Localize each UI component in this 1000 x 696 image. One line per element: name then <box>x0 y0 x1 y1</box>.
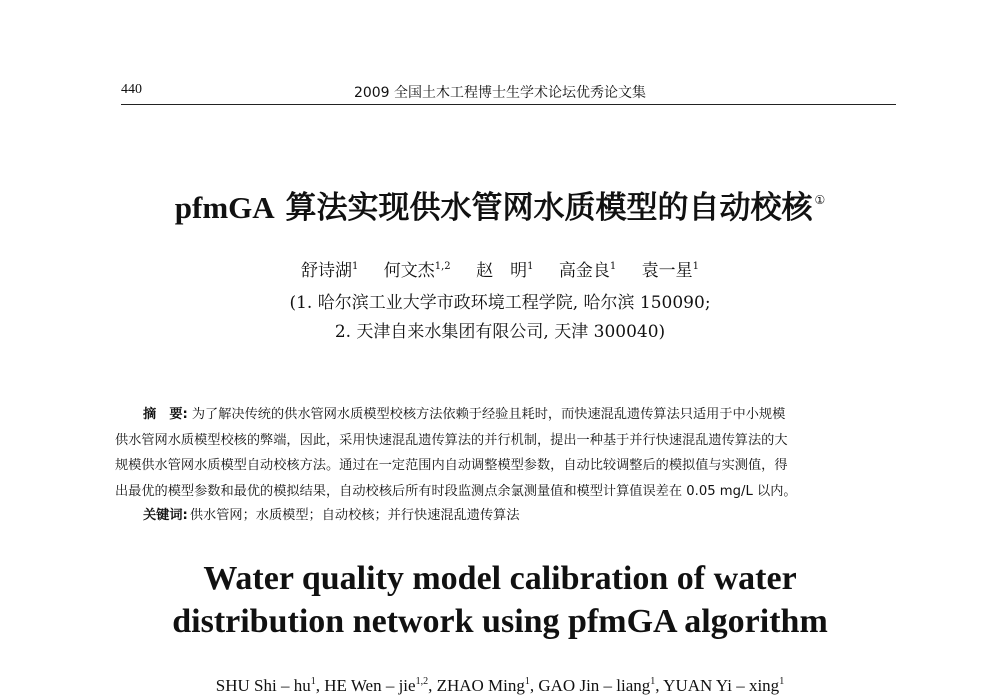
author-cn <box>476 261 533 281</box>
author-affil-mark: 1,2 <box>434 261 451 272</box>
author-en <box>324 676 428 695</box>
paper-title-en-line-2: distribution network using pfmGA algorithm <box>172 603 828 640</box>
abstract-line: 规模供水管网水质模型自动校核方法。通过在一定范围内自动调整模型参数，自动比较调整后的模拟值与实测值，得 <box>115 458 788 473</box>
paper-title-cn <box>0 182 1000 227</box>
title-footnote-mark: ① <box>814 193 826 207</box>
author-affil-mark: 1 <box>779 676 785 687</box>
author-affil-mark: 1 <box>692 261 700 272</box>
author-name: 袁一星 <box>641 261 693 281</box>
authors-cn <box>0 256 1000 281</box>
author-affil-mark: 1 <box>650 676 656 687</box>
author-affil-mark: 1,2 <box>415 676 429 687</box>
author-cn <box>559 261 616 281</box>
header-rule <box>121 104 896 105</box>
author-name: 高金良 <box>558 261 610 281</box>
authors-en: SHU Shi – $hu^1$, HE Wen – jie$^{1,2}$, ZHAO Ming$^1$, GAO Jin – liang$^1$, YUAN Yi – xing$^1$ <box>215 676 785 695</box>
page-number: 440 <box>121 82 142 97</box>
affiliation-1: (1. 哈尔滨工业大学市政环境工程学院, 哈尔滨 150090; <box>289 293 711 313</box>
abstract-line <box>115 402 896 428</box>
abstract-label: 摘 要: <box>143 407 188 422</box>
author-name: 赵 明 <box>476 261 528 281</box>
author-name: SHU Shi – hu <box>215 676 311 695</box>
paper-title-en-line-1: Water quality model calibration of water <box>203 560 797 597</box>
author-affil-mark: 1 <box>310 676 316 687</box>
author-name: YUAN Yi – xing <box>663 676 780 695</box>
author-affil-mark: 1 <box>524 676 530 687</box>
author-en <box>216 676 316 695</box>
title-cn-latin: pfmGA <box>174 190 275 225</box>
author-en <box>538 676 655 695</box>
author-cn <box>384 261 451 281</box>
author-name: ZHAO Ming <box>436 676 525 695</box>
running-head: 2009 全国土木工程博士生学术论坛优秀论文集 <box>353 85 647 101</box>
author-en <box>437 676 530 695</box>
author-name: HE Wen – jie <box>324 676 416 695</box>
abstract-text: 为了解决传统的供水管网水质模型校核方法依赖于经验且耗时，而快速混乱遗传算法只适用于中小规模 <box>191 407 786 422</box>
keywords-label: 关键词: <box>143 508 188 523</box>
author-cn <box>642 261 699 281</box>
author-cn <box>301 261 358 281</box>
keywords <box>143 504 520 523</box>
author-name: 何文杰 <box>383 261 435 281</box>
author-affil-mark: 1 <box>527 261 534 272</box>
author-affil-mark: 1 <box>609 261 617 272</box>
author-name: 舒诗湖 <box>300 261 352 281</box>
abstract <box>115 402 896 504</box>
abstract-line: 供水管网水质模型校核的弊端，因此，采用快速混乱遗传算法的并行机制，提出一种基于并行快速混乱遗传算法的大 <box>115 432 788 448</box>
title-cn-text: 算法实现供水管网水质模型的自动校核 <box>274 190 813 226</box>
abstract-line: 出最优的模型参数和最优的模拟结果，自动校核后所有时段监测点余氯测量值和模型计算值误差在 0.05 mg/L 以内。 <box>115 483 797 499</box>
author-affil-mark: 1 <box>351 261 359 272</box>
affiliation-2: 2. 天津自来水集团有限公司, 天津 300040) <box>334 322 666 342</box>
keywords-text: 供水管网；水质模型；自动校核；并行快速混乱遗传算法 <box>189 508 520 523</box>
author-name: GAO Jin – liang <box>538 676 651 695</box>
author-en <box>663 676 784 695</box>
